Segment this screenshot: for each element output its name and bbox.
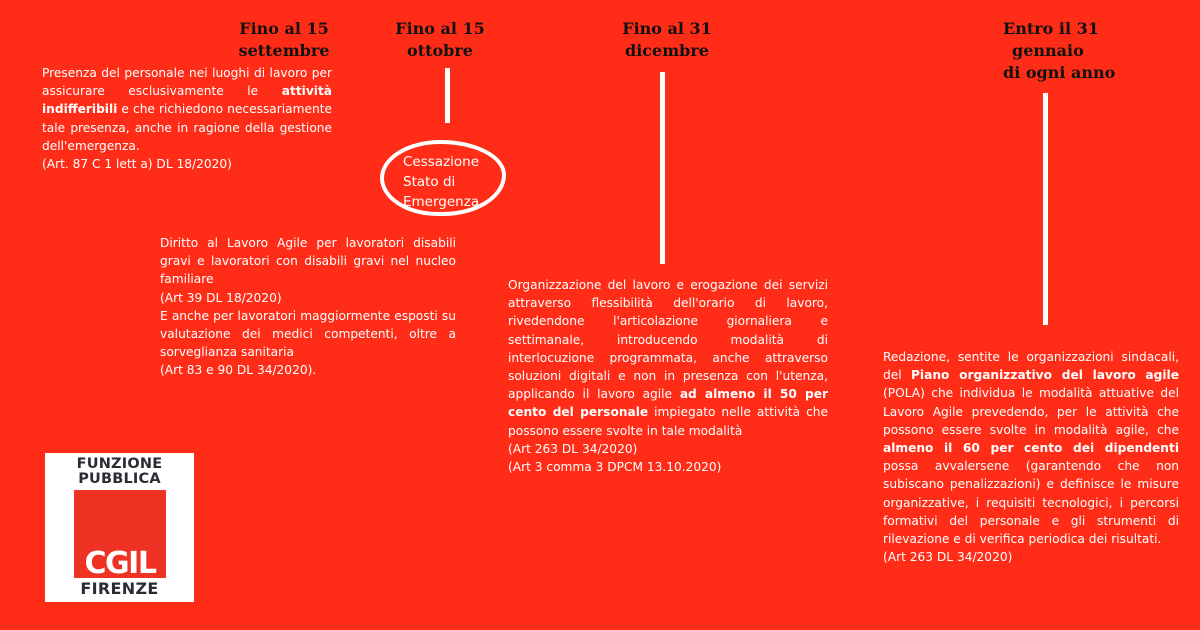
- circle-line: Cessazione: [403, 154, 480, 170]
- cgil-logo: [45, 453, 194, 602]
- connector-line-gennaio: [1043, 93, 1048, 325]
- heading-31-dicembre: [616, 18, 718, 62]
- heading-line: Fino al 15: [395, 19, 485, 38]
- text-span: e che richiedono necessariamente tale presenza, anche in ragione della gestione dell'emergenza.: [42, 102, 332, 153]
- text-block-gennaio: [883, 348, 1179, 566]
- legal-reference: (Art 83 e 90 DL 34/2020).: [160, 363, 317, 378]
- text-span: impiegato nelle attività che possono essere svolte in tale modalità: [508, 405, 828, 438]
- legal-reference: (Art. 87 C 1 lett a) DL 18/2020): [42, 157, 232, 172]
- heading-line: settembre: [238, 41, 330, 60]
- circle-line: Emergenza: [403, 194, 480, 210]
- heading-line: gennaio: [1012, 41, 1084, 60]
- logo-bottom-text: FIRENZE: [80, 579, 159, 598]
- legal-reference: (Art 263 DL 34/2020): [508, 441, 638, 456]
- text-paragraph: Diritto al Lavoro Agile per lavoratori disabili gravi e lavoratori con disabili gravi nel nucleo familiare: [160, 236, 456, 287]
- heading-line: dicembre: [625, 41, 709, 60]
- text-span: Presenza del personale nei luoghi di lavoro per assicurare esclusivamente le: [42, 66, 332, 99]
- text-block-settembre: [42, 64, 332, 173]
- heading-line: ottobre: [407, 41, 473, 60]
- legal-reference: (Art 263 DL 34/2020): [883, 550, 1013, 565]
- logo-top-text: [45, 457, 194, 487]
- text-bold: almeno il 60 per cento dei dipendenti: [883, 441, 1179, 456]
- logo-line: PUBBLICA: [78, 471, 161, 487]
- logo-red-square: [74, 490, 166, 581]
- legal-reference: (Art 39 DL 18/2020): [160, 290, 282, 305]
- text-span: possa avvalersene (garantendo che non subiscano penalizzazioni) e definisce le misure organizzative, i requisiti tecnologici, i percorsi formativi del personale e gli strumenti di rilevazione e di verifica periodica dei risultati.: [883, 459, 1179, 547]
- legal-reference: (Art 3 comma 3 DPCM 13.10.2020): [508, 460, 722, 475]
- emergency-end-label: [403, 152, 479, 212]
- heading-15-ottobre: [390, 18, 490, 62]
- logo-line: FUNZIONE: [76, 456, 163, 472]
- text-paragraph: E anche per lavoratori maggiormente esposti su valutazione dei medici competenti, oltre a sorveglianza sanitaria: [160, 308, 456, 360]
- connector-line-dicembre: [660, 72, 665, 264]
- text-bold: attività indifferibili: [42, 84, 332, 117]
- heading-15-settembre: [228, 18, 340, 62]
- circle-line: Stato di: [403, 174, 456, 190]
- heading-line: Entro il 31: [1003, 19, 1099, 38]
- text-block-ottobre: [160, 234, 456, 380]
- text-bold: Piano organizzativo del lavoro agile: [910, 368, 1179, 383]
- connector-line-ottobre: [445, 68, 450, 123]
- text-span: Redazione, sentite le organizzazioni sindacali, del: [883, 350, 1179, 383]
- text-bold: ad almeno il 50 per cento del personale: [508, 387, 829, 420]
- heading-line: di ogni anno: [1003, 63, 1116, 82]
- text-span: (POLA) che individua le modalità attuative del Lavoro Agile prevedendo, per le attività che possono essere svolte in modalità agile, che: [883, 386, 1179, 437]
- heading-line: Fino al 15: [239, 19, 329, 38]
- text-block-dicembre: [508, 276, 828, 476]
- logo-cgil-text: CGIL: [84, 546, 156, 581]
- heading-31-gennaio: [995, 18, 1115, 84]
- heading-line: Fino al 31: [622, 19, 712, 38]
- text-span: Organizzazione del lavoro e erogazione dei servizi attraverso flessibilità dell'orario di lavoro, rivedendone l'articolazione giornaliera e settimanale, introducendo modalità di interlocuzione programmata, anche attraverso soluzioni digitali e non in presenza con l'utenza, applicando il lavoro agile: [508, 278, 828, 402]
